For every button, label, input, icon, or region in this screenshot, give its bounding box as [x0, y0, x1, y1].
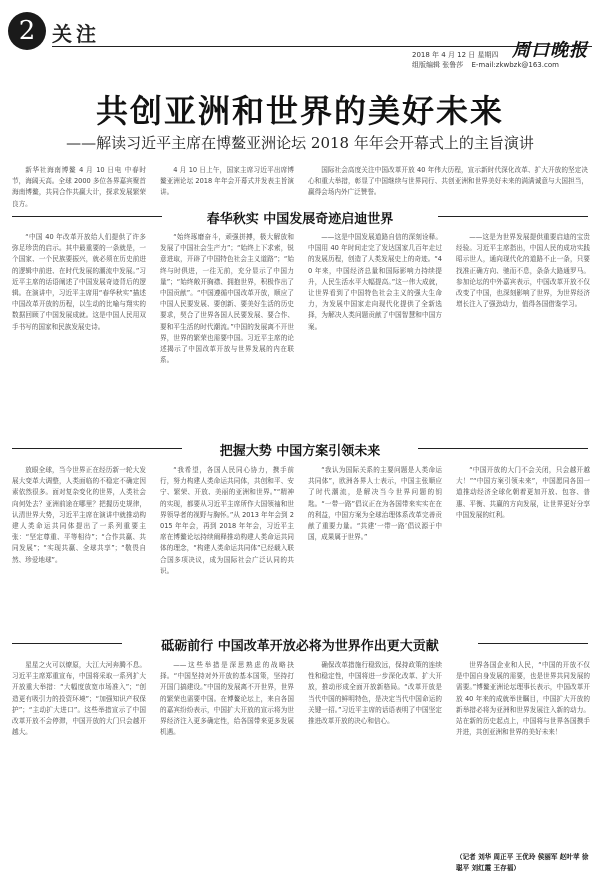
section2-col-4: “中国开放的大门不会关闭，只会越开越大！”“中国方案引领未来”，中国愿同各国一道推动经济全球化朝着更加开放、包容、普惠、平衡、共赢的方向发展，让世界更好分享中国发展的红利。 — [456, 466, 590, 519]
editor-email: E-mail:zkwbzk@163.com — [471, 61, 559, 69]
section3-col-3: 确保改革措施行稳致远，保持政策的连续性和稳定性，中国将进一步深化改革、扩大开放，推动形成全面开放新格局。“改革开放是当代中国的鲜明特色，是决定当代中国命运的关键一招。”习近平主席的话语表明了中国坚定推进改革开放的决心和信心。 — [308, 661, 442, 726]
section1-col-2: “始终琢磨奋斗，顽强拼搏，极大解放和发展了中国社会生产力”；“始终上下求索，锐意进取，开辟了中国特色社会主义道路”；“始终与时俱进，一往无前，充分显示了中国力量”；“始终敞开胸襟、拥抱世界，积极作出了中国贡献”。“中国遵循中国改革开放，顺应了中国人民要发展、要创新、要美好生活的历史要求，契合了世界各国人民要发展、要合作、要和平生活的时代潮流。”中国的发展离不开世界，世界的繁荣也需要中国。习近平主席的论述揭示了中国改革开放与世界发展的内在联系。 — [160, 233, 294, 365]
page-header — [8, 8, 592, 69]
section-heading-text: 砥砺前行 中国改革开放必将为世界作出更大贡献 — [161, 639, 439, 654]
section2-col-3: “我认为国际关系的主要问题是人类命运共同体”，欧洲各界人士表示，中国主张顺应了时代潮流，是解决当今世界问题的钥匙。“一带一路”倡议正在为各国带来实实在在的利益，中国方案为全球治理体系改革完善贡献了重要力量。“共建‘一带一路’倡议源于中国，成果属于世界。” — [308, 466, 442, 542]
editor-credit — [412, 60, 559, 70]
section1-col-4: ——这是为世界发展提供重要启迪的宝贵经验。习近平主席指出，中国人民的成功实践昭示世人，通向现代化的道路不止一条，只要找准正确方向、驰而不息，条条大路通罗马。参加论坛的中外嘉宾表示，中国改革开放不仅改变了中国，也深刻影响了世界，为世界经济增长注入了强劲动力，值得各国借鉴学习。 — [456, 233, 590, 309]
page-number-badge: 2 — [8, 12, 46, 50]
section1-col-3: ——这是中国发展道路自信的深刻诠释。中国用 40 年时间走完了发达国家几百年走过的发展历程，创造了人类发展史上的奇迹。“40 年来，中国经济总量和国际影响力持续提升，人民生活水平大幅提高。”这一伟大成就，让世界看到了中国特色社会主义的强大生命力，为发展中国家走向现代化提供了全新选择，为解决人类问题贡献了中国智慧和中国方案。 — [308, 233, 442, 331]
section-heading-2 — [0, 436, 600, 462]
section3-col-2: ——这些举措是深思熟虑的战略抉择。“中国坚持对外开放的基本国策，坚持打开国门搞建设。”中国的发展离不开世界，世界的繁荣也需要中国。在博鳌论坛上，来自各国的嘉宾纷纷表示，中国扩大开放的宣示将为世界经济注入更多确定性，给各国带来更多发展机遇。 — [160, 661, 294, 737]
section-heading-text: 春华秋实 中国发展奇迹启迪世界 — [206, 212, 394, 227]
section-heading-3 — [0, 631, 600, 657]
section-heading-text: 把握大势 中国方案引领未来 — [219, 444, 381, 459]
reporter-credits: （记者 刘华 周正平 王优玲 侯丽军 赵叶苹 徐聪平 刘红霞 王存福） — [456, 853, 589, 873]
editor-names: 组版编辑 张鲁莎 — [412, 61, 464, 69]
section2-col-1: 放眼全球，当今世界正在经历新一轮大发展大变革大调整，人类面临的不稳定不确定因素依然很多。面对复杂变化的世界，人类社会向何处去？亚洲前途在哪里？把握历史规律，认清世界大势，习近平主席在演讲中就推动构建人类命运共同体提出了一系列重要主张：“坚定尊重、平等相待”；“合作共赢、共同发展”；“实现共赢、全球共享”；“敬畏自然、珍爱地球”。 — [12, 466, 146, 564]
section3-col-1: 星星之火可以燎原，大江大河奔腾不息。习近平主席郑重宣布，中国将采取一系列扩大开放重大举措：“大幅度放宽市场准入”；“创造更有吸引力的投资环境”；“加强知识产权保护”；“主动扩大进口”。这些举措宣示了中国改革开放不会停滞，中国开放的大门只会越开越大。 — [12, 661, 146, 737]
section1-col-1: “中国 40 年改革开放给人们提供了许多弥足珍贵的启示。其中最重要的一条就是，一个国家、一个民族要振兴，就必须在历史前进的逻辑中前进、在时代发展的潮流中发展。”习近平主席的话语阐述了中国发展奇迹背后的逻辑。在演讲中，习近平主席用“春华秋实”描述中国改革开放的历程，以生动的比喻与翔实的数据回顾了中国发展成就。这是中国人民用双手书写的国家和民族发展史诗。 — [12, 233, 146, 331]
intro-col-2: 4 月 10 日上午，国家主席习近平出席博鳌亚洲论坛 2018 年年会开幕式并发表主旨演讲。 — [160, 166, 294, 197]
section2-col-2: “我希望，各国人民同心协力，携手前行，努力构建人类命运共同体，共创和平、安宁、繁荣、开放、美丽的亚洲和世界。”“精神的实现，都要从习近平主席所作大国领袖和世界领导者的视野与胸怀。”从 2013 年年会到 2015 年年会，再到 2018 年年会，习近平主席在博鳌论坛持续阐释推动构建人类命运共同体的理念，“构建人类命运共同体”已经载入联合国多项决议，成为国际社会广泛认同的共识。 — [160, 466, 294, 575]
newspaper-masthead: 周口晚报 — [512, 40, 588, 61]
intro-col-3: 国际社会高度关注中国改革开放 40 年伟大历程，宣示新时代深化改革、扩大开放的坚定决心和重大举措，彰显了中国继续与世界同行、共创亚洲和世界美好未来的满满诚意与大国担当，赢得会场内外广泛赞誉。 — [308, 166, 588, 197]
section3-col-4: 世界各国企业和人民，“中国的开放不仅是中国自身发展的需要，也是世界共同发展的需要。”博鳌亚洲论坛理事长表示，中国改革开放 40 年来的成就举世瞩目，中国扩大开放的新举措必将为亚洲和世界发展注入新的动力。站在新的历史起点上，中国将与世界各国携手并进，共创亚洲和世界的美好未来！ — [456, 661, 590, 737]
article-title: 共创亚洲和世界的美好未来 — [95, 92, 504, 130]
intro-col-1: 新华社海南博鳌 4 月 10 日电 中春时节，海阔天高。全球 2000 多位各界嘉宾聚首海南博鳌，共同合作共赢大计，探求发展繁荣良方。 — [12, 166, 146, 208]
section-label: 关注 — [52, 22, 100, 46]
header-rule — [52, 46, 592, 47]
section-heading-1 — [0, 204, 600, 230]
issue-date: 2018 年 4 月 12 日 星期四 — [412, 51, 499, 59]
article-subtitle: ——解读习近平主席在博鳌亚洲论坛 2018 年年会开幕式上的主旨演讲 — [66, 134, 534, 152]
